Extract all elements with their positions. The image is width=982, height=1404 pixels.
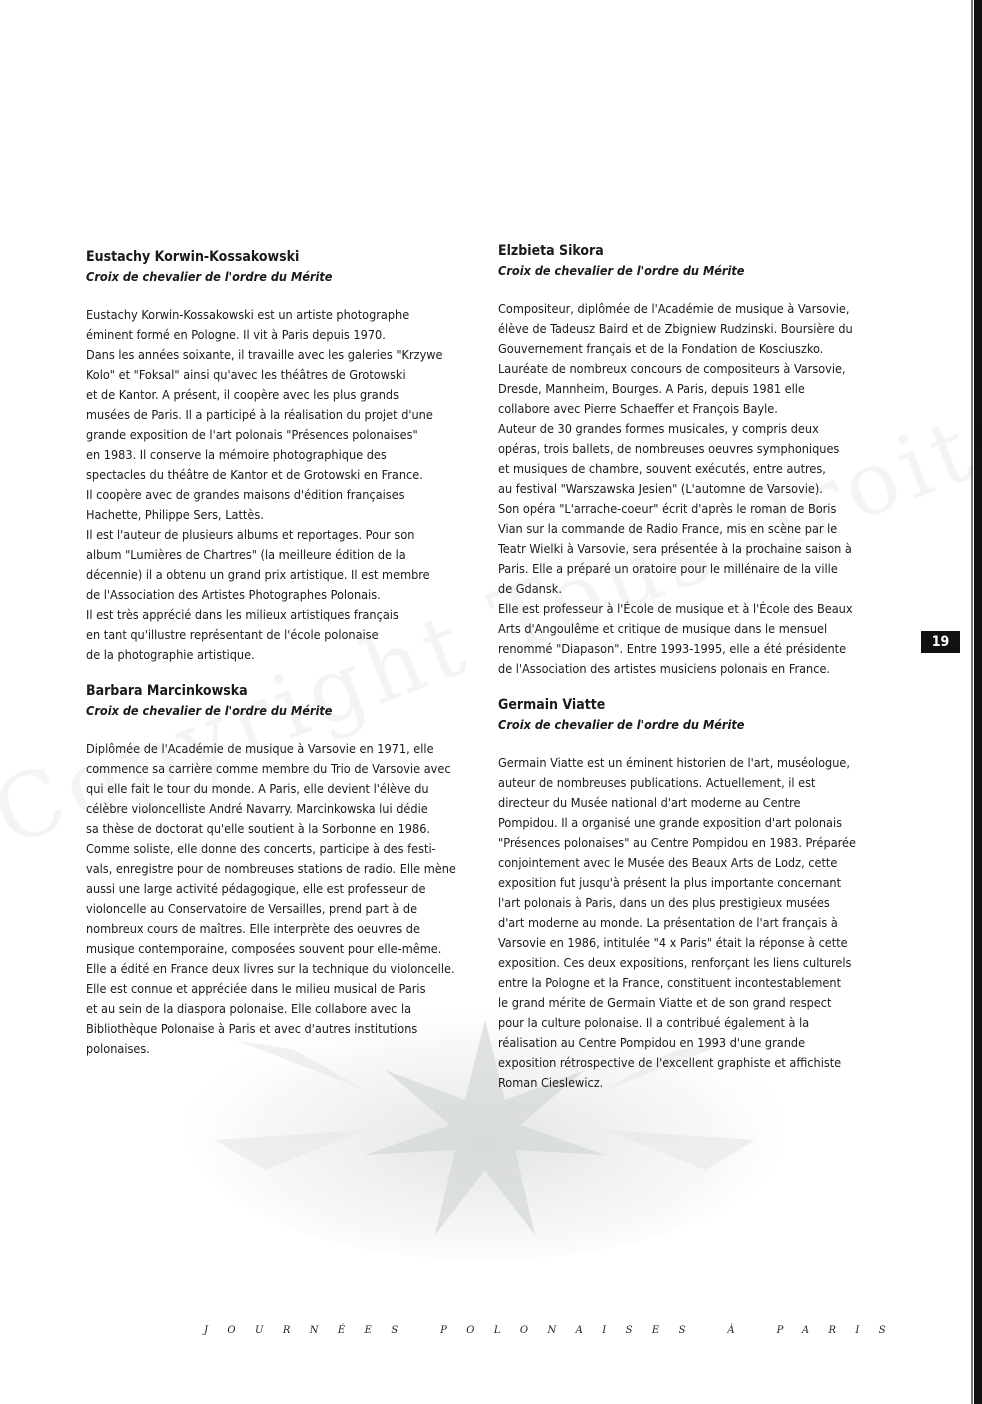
person-name: Elzbieta Sikora [498, 243, 604, 259]
page-footer: JOURNÉES POLONAISES À PARIS [204, 1325, 905, 1336]
page-edge-bar [974, 0, 982, 1404]
biography-text: Compositeur, diplômée de l'Académie de musique à Varsovie, élève de Tadeusz Baird et de Zbigniew Rudzinski. Boursière du Gouvernement français et de la Fondation de Kosciuszko. Lauréate de nombreux concours de compositeurs à Varsovie, Dresde, Mannheim, Bourges. A Paris, depuis 1981 elle collabore avec Pierre Schaeffer et François Bayle. Auteur de 30 grandes formes musicales, y compris deux opéras, trois ballets, de nombreuses oeuvres symphoniques et musiques de chambre, souvent exécutés, entre autres, au festival "Warszawska Jesien" (L'automne de Varsovie). Son opéra "L'arrache-coeur" écrit d'après le roman de Boris Vian sur la commande de Radio France, mis en scène par le Teatr Wielki à Varsovie, sera présentée à la prochaine saison à Paris. Elle a préparé un oratoire pour le millénaire de la ville de Gdansk. Elle est professeur à l'École de musique et à l'École des Beaux Arts d'Angoulême et critique de musique dans le mensuel renommé "Diapason". Entre 1993-1995, elle a été présidente de l'Association des artistes musiciens polonais en France. [498, 301, 853, 676]
person-name: Eustachy Korwin-Kossakowski [86, 249, 300, 265]
person-name: Germain Viatte [498, 697, 606, 713]
biography-marcinkowska [86, 682, 478, 1059]
right-column [498, 242, 898, 1110]
honor-title: Croix de chevalier de l'ordre du Mérite [498, 717, 745, 732]
honor-title: Croix de chevalier de l'ordre du Mérite [498, 263, 745, 278]
honor-title: Croix de chevalier de l'ordre du Mérite [86, 703, 333, 718]
honor-title: Croix de chevalier de l'ordre du Mérite [86, 269, 333, 284]
biography-text: Germain Viatte est un éminent historien de l'art, muséologue, auteur de nombreuses publications. Actuellement, il est directeur du Musée national d'art moderne au Centre Pompidou. Il a organisé une grande exposition d'art polonais "Présences polonaises" au Centre Pompidou en 1983. Préparée conjointement avec le Musée des Beaux Arts de Lodz, cette exposition fut jusqu'à présent la plus importante concernant l'art polonais à Paris, dans un des plus prestigieux musées d'art moderne au monde. La présentation de l'art français à Varsovie en 1986, intitulée "4 x Paris" était la réponse à cette exposition. Ces deux expositions, renforçant les liens culturels entre la Pologne et la France, constituent incontestablement le grand mérite de Germain Viatte et de son grand respect pour la culture polonaise. Il a contribué également à la réalisation au Centre Pompidou en 1993 d'une grande exposition rétrospective de l'excellent graphiste et affichiste Roman Cieslewicz. [498, 755, 856, 1090]
biography-text: Eustachy Korwin-Kossakowski est un artiste photographe éminent formé en Pologne. Il vit à Paris depuis 1970. Dans les années soixante, il travaille avec les galeries "Krzywe Kolo" et "Foksal" ainsi qu'avec les théâtres de Grotowski et de Kantor. A présent, il coopère avec les plus grands musées de Paris. Il a participé à la réalisation du projet d'une grande exposition de l'art polonais "Présences polonaises" en 1983. Il conserve la mémoire photographique des spectacles du théâtre de Kantor et de Grotowski en France. Il coopère avec de grandes maisons d'édition françaises Hachette, Philippe Sers, Lattès. Il est l'auteur de plusieurs albums et reportages. Pour son album "Lumières de Chartres" (la meilleure édition de la décennie) il a obtenu un grand prix artistique. Il est membre de l'Association des Artistes Photographes Polonais. Il est très apprécié dans les milieux artistiques français en tant qu'illustre représentant de l'école polonaise de la photographie artistique. [86, 307, 443, 662]
left-column [86, 248, 478, 1076]
biography-viatte [498, 696, 898, 1093]
biography-korwin-kossakowski [86, 248, 478, 665]
biography-text: Diplômée de l'Académie de musique à Varsovie en 1971, elle commence sa carrière comme membre du Trio de Varsovie avec qui elle fait le tour du monde. A Paris, elle devient l'élève du célèbre violoncelliste André Navarry. Marcinkowska lui dédie sa thèse de doctorat qu'elle soutient à la Sorbonne en 1986. Comme soliste, elle donne des concerts, participe à des festi- vals, enregistre pour de nombreuses stations de radio. Elle mène aussi une large activité pédagogique, elle est professeur de violoncelle au Conservatoire de Versailles, prend part à de nombreux cours de maîtres. Elle interprète des oeuvres de musique contemporaine, composées souvent pour elle-même. Elle a édité en France deux livres sur la technique du violoncelle. Elle est connue et appréciée dans le milieu musical de Paris et au sein de la diaspora polonaise. Elle collabore avec la Bibliothèque Polonaise à Paris et avec d'autres institutions polonaises. [86, 741, 456, 1056]
page-number: 19 [921, 631, 960, 653]
person-name: Barbara Marcinkowska [86, 683, 248, 699]
biography-sikora [498, 242, 898, 679]
